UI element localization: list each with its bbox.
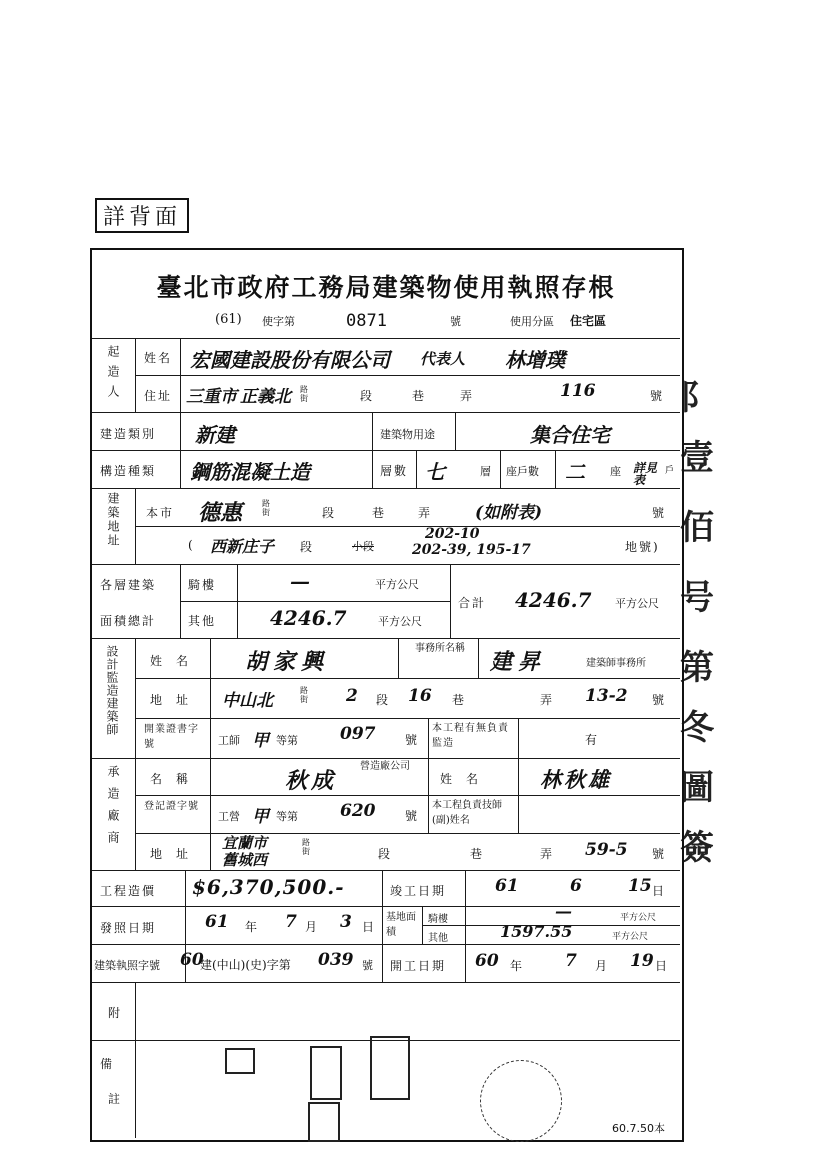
architect-license-prefix: 工師: [218, 734, 240, 747]
contractor-city: 宜蘭市: [222, 834, 268, 852]
land-section: 西新庄子: [210, 537, 275, 556]
architect-license-word: 等第: [276, 734, 298, 747]
site-road: 德惠: [198, 500, 243, 526]
representative-label: 代表人: [420, 350, 466, 368]
other-area-unit: 平方公尺: [378, 615, 422, 628]
contractor-person-name: 林秋雄: [540, 767, 612, 792]
architect-lane: 16: [408, 686, 432, 706]
total-area-label: 合計: [458, 596, 487, 610]
permit-suffix: 號: [362, 959, 373, 972]
applicant-name-label: 姓名: [144, 351, 173, 365]
base-other-value: 1597.55: [500, 922, 573, 941]
permit-number: 039: [318, 950, 354, 970]
contractor-reg-grade: 甲: [252, 807, 269, 827]
architect-alley-unit: 弄: [540, 693, 555, 707]
contractor-alley-unit: 弄: [540, 847, 555, 861]
floors-label: 層數: [380, 464, 409, 478]
site-seg-unit: 段: [322, 506, 337, 520]
zone-label: 使用分區: [510, 315, 554, 328]
arcade-value: —: [290, 569, 310, 593]
land-seg-unit: 段: [300, 540, 315, 554]
remark-label-1: 備: [100, 1057, 115, 1071]
architect-office-label: 事務所名稱: [415, 643, 465, 654]
contractor-reg-label: 登記證字號: [144, 801, 199, 812]
contractor-lane-unit: 巷: [470, 847, 485, 861]
applicant-road-unit: 路街: [300, 385, 308, 403]
area-group-label-1: 各層建築: [100, 578, 157, 592]
applicant-city: 三重市: [186, 387, 237, 407]
applicant-name: 宏國建設股份有限公司: [190, 348, 390, 372]
architect-lane-unit: 巷: [452, 693, 467, 707]
units-value: 二: [565, 460, 585, 484]
issue-year-unit: 年: [245, 920, 260, 934]
units-extra: 詳見表: [633, 461, 658, 487]
architect-name: 胡家興: [245, 649, 330, 675]
building-use-value: 集合住宅: [530, 423, 610, 447]
seal-stamp-1: [225, 1048, 255, 1074]
start-date-label: 開工日期: [390, 959, 447, 973]
units-unit: 座: [610, 465, 621, 478]
applicant-address-label: 住址: [144, 389, 173, 403]
issue-month: 7: [285, 912, 297, 932]
start-month-unit: 月: [595, 959, 610, 973]
site-lane-unit: 巷: [372, 506, 387, 520]
base-area-label: 基地面積: [386, 912, 416, 938]
site-note: (如附表): [475, 503, 543, 523]
completion-day: 15: [628, 876, 652, 896]
construction-category-label: 建造類別: [100, 427, 157, 441]
architect-license-suffix: 號: [405, 733, 420, 747]
representative-name: 林增璞: [505, 348, 565, 372]
start-year: 60: [475, 951, 499, 971]
land-prefix: (: [188, 538, 195, 552]
site-city-label: 本市: [146, 506, 175, 520]
start-day-unit: 日: [655, 959, 670, 973]
land-number-2: 202-39, 195-17: [412, 542, 531, 558]
contractor-road-unit: 路街: [302, 838, 310, 856]
completion-month: 6: [570, 876, 582, 896]
applicant-lane-unit: 巷: [412, 389, 427, 403]
arcade-label: 騎樓: [188, 578, 217, 592]
units-unit-2: 戶: [665, 466, 675, 476]
architect-road: 中山北: [222, 691, 273, 711]
land-number-1: 202-10: [425, 526, 480, 542]
architect-seg-unit: 段: [376, 693, 391, 707]
license-number: 0871: [346, 311, 387, 331]
contractor-reg-word: 等第: [276, 810, 298, 823]
site-no-unit: 號: [652, 506, 667, 520]
applicant-house-number: 116: [560, 381, 596, 401]
issue-day-unit: 日: [362, 920, 377, 934]
area-group-label-2: 面積總計: [100, 614, 157, 628]
contractor-address-label: 地址: [150, 847, 203, 861]
supervision-label: 本工程有無負責監造: [432, 723, 509, 749]
seal-stamp-4: [370, 1036, 410, 1100]
issue-day: 3: [340, 912, 352, 932]
contractor-name-suffix: 營造廠公司: [360, 761, 410, 772]
site-alley-unit: 弄: [418, 506, 433, 520]
structure-type-value: 鋼筋混凝土造: [190, 460, 310, 484]
engineer-label: 本工程負責技師(副)姓名: [432, 800, 502, 826]
construction-category-value: 新建: [195, 423, 235, 447]
site-road-unit: 路街: [262, 499, 270, 517]
permit-label: 建築執照字號: [94, 959, 160, 972]
bleed-through-marks: 阝 壹 佰 号 第 冬 圖 簽: [680, 378, 714, 868]
remark-label-2: 註: [108, 1092, 123, 1106]
applicant-seg-unit: 段: [360, 389, 375, 403]
contractor-group-label: 承造廠商: [106, 765, 120, 853]
license-word: 使字第: [262, 315, 295, 328]
print-note: 60.7.50本: [612, 1122, 665, 1135]
architect-name-label: 姓名: [150, 654, 203, 668]
contractor-name: 秋成: [285, 768, 338, 794]
site-group-label: 建築地址: [106, 492, 120, 548]
seal-circle: [480, 1060, 562, 1142]
architect-license-number: 097: [340, 724, 376, 744]
contractor-seg-unit: 段: [378, 847, 393, 861]
completion-day-unit: 日: [652, 884, 667, 898]
seal-stamp-2: [310, 1046, 342, 1100]
base-arcade-label: 騎樓: [428, 914, 448, 925]
zone-value: 住宅區: [570, 314, 607, 328]
contractor-road: 舊城西: [222, 851, 268, 869]
architect-seg: 2: [346, 686, 358, 706]
applicant-no-unit: 號: [650, 389, 665, 403]
other-area-label: 其他: [188, 614, 217, 628]
completion-year: 61: [495, 876, 519, 896]
cost-value: $6,370,500.-: [192, 875, 345, 899]
units-label: 座戶數: [506, 465, 539, 478]
start-day: 19: [630, 951, 654, 971]
contractor-house-number: 59-5: [585, 840, 628, 860]
start-year-unit: 年: [510, 959, 525, 973]
completion-date-label: 竣工日期: [390, 884, 447, 898]
architect-house-number: 13-2: [585, 686, 628, 706]
arcade-unit: 平方公尺: [375, 578, 419, 591]
applicant-road: 正義北: [240, 387, 291, 407]
applicant-alley-unit: 弄: [460, 389, 475, 403]
structure-type-label: 構造種類: [100, 464, 157, 478]
architect-office-name: 建昇: [490, 649, 547, 675]
contractor-reg-suffix: 號: [405, 809, 420, 823]
supervision-value: 有: [585, 733, 600, 747]
floors-unit: 層: [480, 465, 491, 478]
total-area-unit: 平方公尺: [615, 597, 659, 610]
contractor-reg-prefix: 工營: [218, 810, 240, 823]
issue-month-unit: 月: [305, 920, 320, 934]
cost-label: 工程造價: [100, 884, 157, 898]
base-arcade-unit: 平方公尺: [620, 913, 657, 923]
base-arcade-value: —: [555, 902, 572, 922]
license-suffix: 號: [450, 315, 461, 328]
license-prefix: (61): [215, 312, 242, 327]
base-other-unit: 平方公尺: [612, 932, 649, 942]
building-use-label: 建築物用途: [380, 428, 435, 441]
land-subseg-unit: 小段: [352, 540, 374, 553]
architect-license-label: 開業證書字號: [144, 724, 199, 750]
applicant-group-label: 起造人: [106, 345, 120, 405]
attachment-label: 附: [108, 1006, 123, 1020]
architect-no-unit: 號: [652, 693, 667, 707]
land-suffix: 地號): [625, 540, 660, 554]
permit-middle: 建(中山)(史)字第: [200, 958, 291, 972]
base-other-label: 其他: [428, 933, 448, 944]
seal-stamp-3: [308, 1102, 340, 1142]
start-month: 7: [565, 951, 577, 971]
other-area-value: 4246.7: [270, 606, 347, 630]
contractor-person-label: 姓名: [440, 772, 493, 786]
floors-value: 七: [425, 460, 445, 484]
contractor-no-unit: 號: [652, 847, 667, 861]
architect-address-label: 地址: [150, 693, 203, 707]
architect-office-suffix: 建築師事務所: [586, 658, 646, 669]
issue-year: 61: [205, 912, 229, 932]
issue-date-label: 發照日期: [100, 921, 157, 935]
contractor-name-label: 名稱: [150, 772, 203, 786]
architect-license-grade: 甲: [252, 731, 269, 751]
architect-group-label: 設計監造建築師: [105, 645, 119, 736]
detail-back-stamp: 詳背面: [95, 198, 189, 233]
contractor-reg-number: 620: [340, 801, 376, 821]
permit-year: 60: [180, 950, 204, 970]
form-title: 臺北市政府工務局建築物使用執照存根: [156, 273, 616, 302]
architect-road-unit: 路街: [300, 686, 308, 704]
total-area-value: 4246.7: [515, 588, 592, 612]
